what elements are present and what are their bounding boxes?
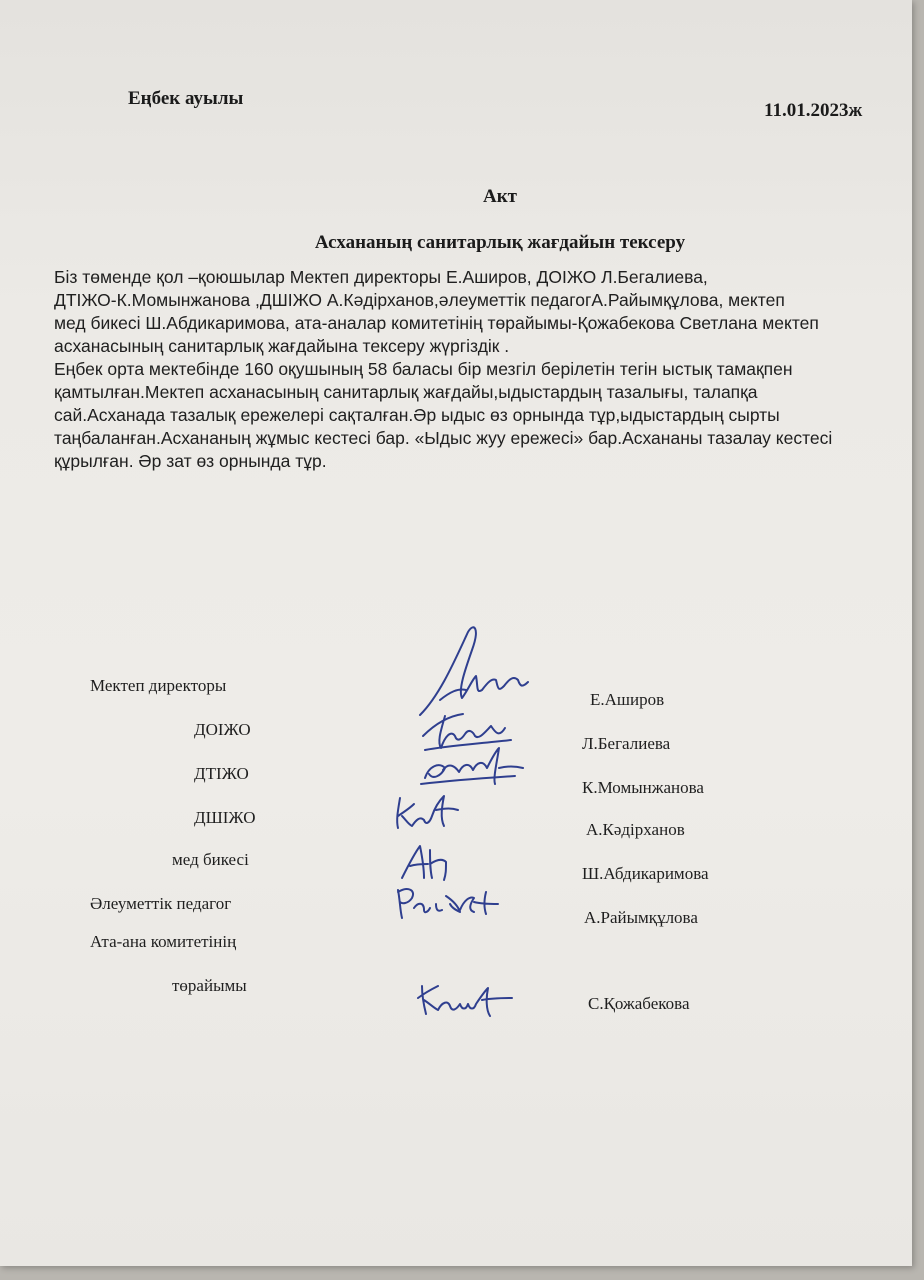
role-director: Мектеп директоры	[90, 676, 227, 695]
role-dshizho: ДШІЖО	[194, 808, 256, 827]
document-body	[54, 266, 912, 473]
body-line: асханасының санитарлық жағдайына тексеру жүргіздік .	[54, 336, 510, 356]
signature-chairwoman	[412, 980, 522, 1022]
name-raiymkulova: А.Райымқұлова	[584, 908, 698, 927]
name-ashirov: Е.Аширов	[590, 690, 665, 709]
body-line: Біз төменде қол –қоюшылар Мектеп директоры Е.Аширов, ДОІЖО Л.Бегалиева,	[54, 267, 708, 287]
signature-nurse	[396, 842, 466, 884]
body-line: құрылған. Әр зат өз орнында тұр.	[54, 451, 327, 471]
name-kadirkhanov: А.Кәдірханов	[586, 820, 685, 839]
document-subtitle: Асхананың санитарлық жағдайын тексеру	[314, 232, 686, 253]
signature-dshizho	[392, 792, 472, 836]
role-dtizho: ДТІЖО	[194, 764, 249, 783]
body-line: қамтылған.Мектеп асханасының санитарлық жағдайы,ыдыстардың тазалығы, талапқа	[54, 382, 758, 402]
signature-social-teacher	[390, 882, 520, 928]
role-nurse: мед бикесі	[172, 850, 249, 869]
role-doizho: ДОІЖО	[194, 720, 251, 739]
role-social-teacher: Әлеуметтік педагог	[90, 894, 232, 913]
document-title: Акт	[482, 186, 517, 207]
name-kozhabekova: С.Қожабекова	[588, 994, 690, 1013]
date-label: 11.01.2023ж	[764, 100, 863, 121]
name-momynzhanova: К.Момынжанова	[582, 778, 704, 797]
role-parents-committee: Ата-ана комитетінің	[90, 932, 237, 951]
signature-dtizho	[415, 744, 535, 798]
role-chairwoman: төрайымы	[172, 976, 247, 995]
place-label: Еңбек ауылы	[128, 88, 244, 109]
name-abdikarimova: Ш.Абдикаримова	[582, 864, 709, 883]
body-line: Еңбек орта мектебінде 160 оқушының 58 баласы бір мезгіл берілетін тегін ыстық тамақпен	[54, 359, 793, 379]
body-line: сай.Асханада тазалық ережелері сақталған.Әр ыдыс өз орнында тұр,ыдыстардың сырты	[54, 405, 780, 425]
name-begalieva: Л.Бегалиева	[582, 734, 671, 753]
body-line: мед бикесі Ш.Абдикаримова, ата-аналар комитетінің төрайымы-Қожабекова Светлана мектеп	[54, 313, 819, 333]
body-line: ДТІЖО-К.Момынжанова ,ДШІЖО А.Кәдірханов,әлеуметтік педагогА.Райымқұлова, мектеп	[54, 290, 785, 310]
body-line: таңбаланған.Асхананың жұмыс кестесі бар. «Ыдыс жуу ережесі» бар.Асхананы тазалау кестесі	[54, 428, 833, 448]
